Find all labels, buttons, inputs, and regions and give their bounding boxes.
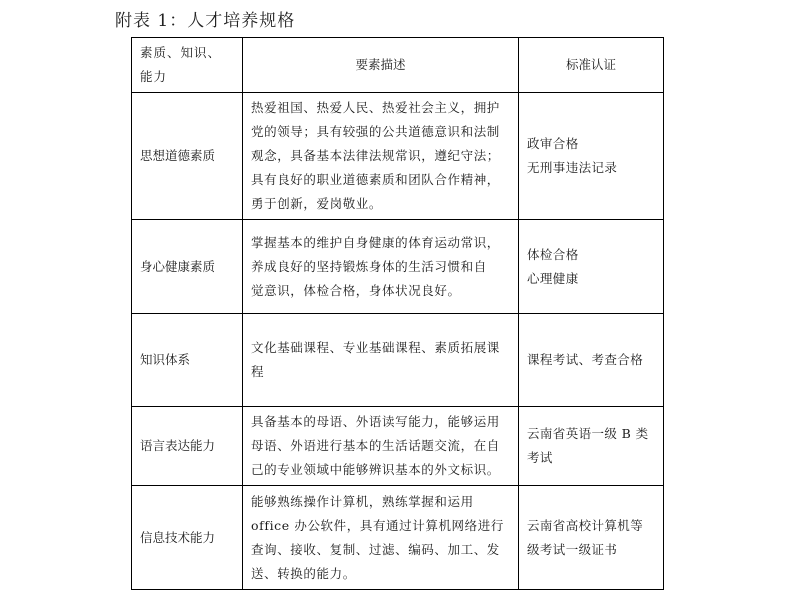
table-row [132,407,664,486]
row-standard [519,407,664,486]
description-line: 掌握基本的维护自身健康的体育运动常识， [251,234,500,250]
description-line: 查询、接收、复制、过滤、编码、加工、发 [251,541,500,557]
table-row [132,314,664,407]
table-row [132,93,664,220]
header-standard: 标准认证 [519,38,664,93]
standard-line: 课程考试、考查合格 [527,352,644,367]
description-line: 热爱祖国、热爱人民、热爱社会主义，拥护 [251,100,500,115]
row-standard [519,93,664,220]
description-line: 能够熟练操作计算机，熟练掌握和运用 [251,493,474,509]
row-description [243,93,519,220]
standard-line: 无刑事违法记录 [527,160,618,175]
document-title: 附表 1：人才培养规格 [115,11,296,31]
description-line: 养成良好的坚持锻炼身体的生活习惯和自 [251,258,487,274]
row-category: 信息技术能力 [132,486,243,590]
row-description [243,407,519,486]
description-line: 党的领导；具有较强的公共道德意识和法制 [251,124,500,139]
description-line: 具有良好的职业道德素质和团队合作精神， [251,172,500,187]
description-line: 觉意识，体检合格，身体状况良好。 [251,282,461,298]
row-standard [519,220,664,314]
description-line: 文化基础课程、专业基础课程、素质拓展课 [251,340,500,355]
description-line: 母语、外语进行基本的生活话题交流，在自 [251,438,500,453]
table-row [132,220,664,314]
description-line: 程 [251,364,265,379]
table-row [132,486,664,590]
description-line: 勇于创新，爱岗敬业。 [251,196,383,211]
header-quality: 素质、知识、能力 [132,38,243,93]
row-category: 知识体系 [132,314,243,407]
row-category: 身心健康素质 [132,220,243,314]
standard-line: 云南省高校计算机等 [527,517,644,533]
talent-spec-table [131,37,664,590]
standard-line: 考试 [527,450,553,465]
description-line: 具备基本的母语、外语读写能力，能够运用 [251,414,500,429]
description-line: 己的专业领域中能够辨识基本的外文标识。 [251,462,500,477]
description-line: office 办公软件，具有通过计算机网络进行 [251,517,504,533]
row-category: 思想道德素质 [132,93,243,220]
standard-line: 云南省英语一级 B 类 [527,426,649,441]
standard-line: 体检合格 [527,246,579,262]
row-standard [519,314,664,407]
row-category: 语言表达能力 [132,407,243,486]
table-header-row [132,38,664,93]
standard-line: 政审合格 [527,136,579,151]
header-description: 要素描述 [243,38,519,93]
row-standard [519,486,664,590]
standard-line: 心理健康 [527,270,579,286]
standard-line: 级考试一级证书 [527,541,618,557]
description-line: 观念，具备基本法律法规常识，遵纪守法； [251,148,500,163]
description-line: 送、转换的能力。 [251,565,356,581]
row-description [243,220,519,314]
row-description [243,314,519,407]
row-description [243,486,519,590]
